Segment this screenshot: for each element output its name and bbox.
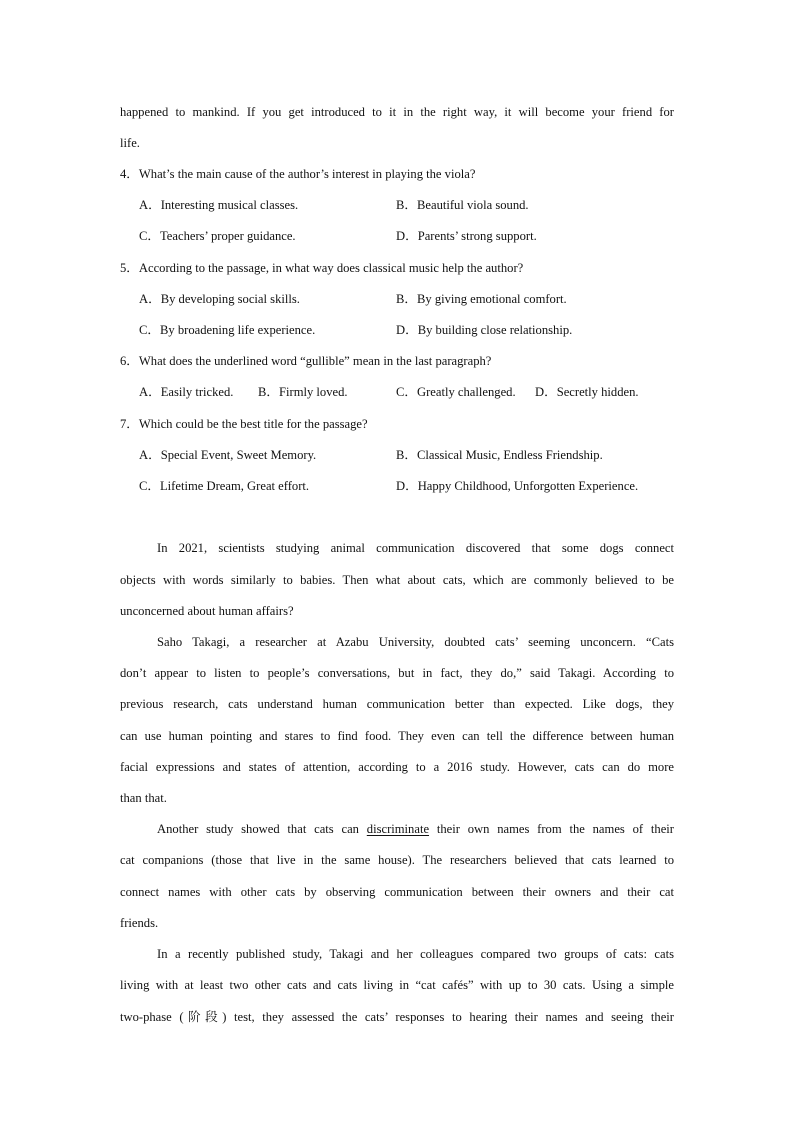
passage-line: In 2021, scientists studying animal communication discovered that some dogs connect (157, 541, 674, 555)
passage-line: previous research, cats understand human communication better than expected. Like dogs, they (120, 697, 674, 711)
question-stem: 7．Which could be the best title for the passage? (120, 417, 368, 431)
passage-line: cat companions (those that live in the same house). The researchers believed that cats learned to (120, 853, 674, 867)
passage-line (157, 821, 674, 837)
option-c: C．Teachers’ proper guidance. (139, 229, 296, 243)
passage-line: Saho Takagi, a researcher at Azabu University, doubted cats’ seeming unconcern. “Cats (157, 635, 674, 649)
option-c: C．Lifetime Dream, Great effort. (139, 479, 310, 493)
passage-line: don’t appear to listen to people’s conversations, but in fact, they do,” said Takagi. According to (120, 666, 674, 680)
passage-line: friends. (120, 916, 159, 930)
passage-line: unconcerned about human affairs? (120, 604, 294, 618)
option-a: A．By developing social skills. (139, 292, 300, 306)
passage-line: can use human pointing and stares to find food. They even can tell the difference between human (120, 729, 674, 743)
question-stem: 4．What’s the main cause of the author’s interest in playing the viola? (120, 167, 476, 181)
underlined-word: discriminate (366, 822, 430, 836)
option-d: D．Secretly hidden. (535, 385, 639, 399)
option-a: A．Special Event, Sweet Memory. (139, 448, 317, 462)
continued-text-line: happened to mankind. If you get introduced to it in the right way, it will become your friend for (120, 105, 674, 119)
option-c: C．By broadening life experience. (139, 323, 316, 337)
question-stem: 6．What does the underlined word “gullible” mean in the last paragraph? (120, 354, 492, 368)
option-b: B．Beautiful viola sound. (396, 198, 529, 212)
option-b: B．By giving emotional comfort. (396, 292, 567, 306)
passage-text: their own names from the names of their (429, 822, 674, 836)
passage-text: Another study showed that cats can (157, 822, 367, 836)
passage-line: In a recently published study, Takagi and her colleagues compared two groups of cats: cats (157, 947, 674, 961)
passage-line: facial expressions and states of attention, according to a 2016 study. However, cats can do more (120, 760, 674, 774)
option-a: A．Interesting musical classes. (139, 198, 299, 212)
option-d: D．Parents’ strong support. (396, 229, 537, 243)
question-stem: 5．According to the passage, in what way does classical music help the author? (120, 261, 524, 275)
option-d: D．By building close relationship. (396, 323, 573, 337)
passage-line: two-phase (阶段) test, they assessed the cats’ responses to hearing their names and seeing their (120, 1010, 674, 1024)
option-b: B．Classical Music, Endless Friendship. (396, 448, 603, 462)
option-a: A．Easily tricked. (139, 385, 234, 399)
passage-line: objects with words similarly to babies. Then what about cats, which are commonly believed to be (120, 573, 674, 587)
option-c: C．Greatly challenged. (396, 385, 516, 399)
option-d: D．Happy Childhood, Unforgotten Experience. (396, 479, 639, 493)
passage-line: connect names with other cats by observing communication between their owners and their cat (120, 885, 674, 899)
passage-line: living with at least two other cats and cats living in “cat cafés” with up to 30 cats. Using a simple (120, 978, 674, 992)
option-b: B．Firmly loved. (258, 385, 348, 399)
passage-line: than that. (120, 791, 167, 805)
continued-text-line: life. (120, 136, 140, 150)
